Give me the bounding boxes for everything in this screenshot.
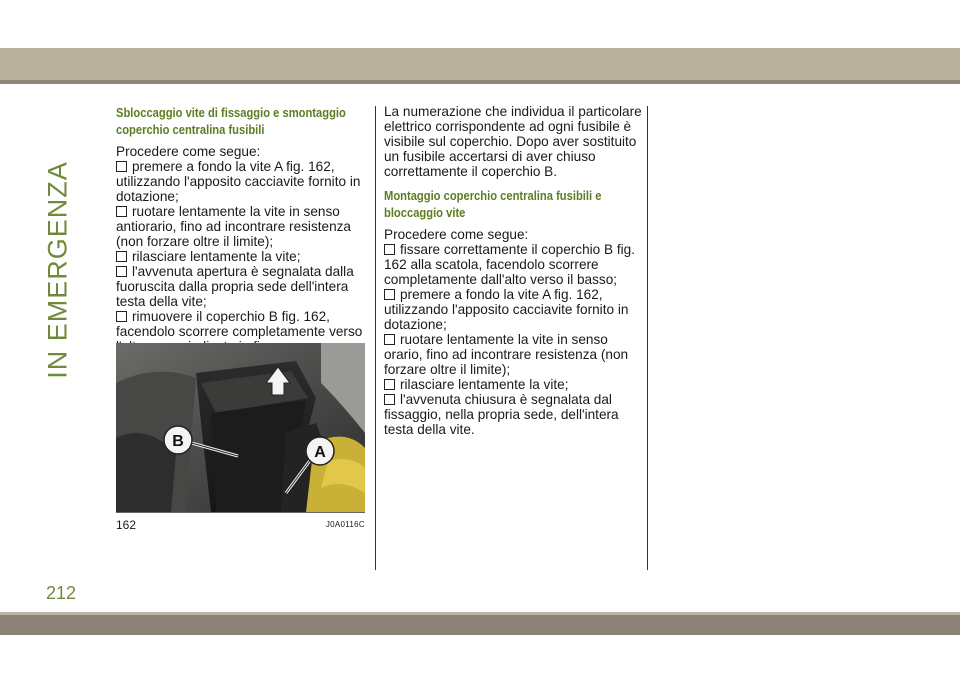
figure-number: 162	[116, 518, 137, 532]
bullet-box-icon	[384, 334, 395, 345]
procedure-list	[116, 159, 368, 354]
list-item: ruotare lentamente la vite in senso antiorario, fino ad incontrare resistenza (non forzare oltre il limite);	[116, 204, 351, 249]
bullet-box-icon	[384, 394, 395, 405]
section-heading-mount: Montaggio coperchio centralina fusibili e bloccaggio vite	[384, 188, 602, 220]
bullet-box-icon	[384, 289, 395, 300]
list-item: rilasciare lentamente la vite;	[116, 249, 368, 264]
procedure-intro: Procedere come segue:	[384, 227, 529, 242]
list-item: premere a fondo la vite A fig. 162, utilizzando l'apposito cacciavite fornito in dotazione;	[384, 287, 629, 332]
bullet-box-icon	[116, 311, 127, 322]
procedure-list	[384, 242, 644, 437]
list-item: ruotare lentamente la vite in senso orario, fino ad incontrare resistenza (non forzare oltre il limite);	[384, 332, 629, 377]
list-item: rilasciare lentamente la vite;	[384, 377, 644, 392]
figure-caption	[116, 518, 365, 532]
procedure-intro: Procedere come segue:	[116, 144, 261, 159]
text-column-2	[384, 104, 644, 437]
bullet-box-icon	[116, 266, 127, 277]
figure-code: J0A0116C	[325, 520, 365, 529]
column-divider-1	[375, 106, 376, 570]
section-heading-unlock: Sbloccaggio vite di fissaggio e smontaggio coperchio centralina fusibili	[116, 105, 346, 137]
bullet-box-icon	[116, 161, 127, 172]
bullet-box-icon	[116, 251, 127, 262]
list-item: fissare correttamente il coperchio B fig. 162 alla scatola, facendolo scorrere completamente dall'alto verso il basso;	[384, 242, 635, 287]
header-band	[0, 48, 960, 84]
bullet-box-icon	[116, 206, 127, 217]
text-column-1	[116, 104, 368, 354]
list-item: l'avvenuta chiusura è segnalata dal fissaggio, nella propria sede, dell'intera testa della vite.	[384, 392, 619, 437]
footer-band	[0, 612, 960, 635]
figure-rule	[116, 512, 365, 513]
list-item: premere a fondo la vite A fig. 162, utilizzando l'apposito cacciavite fornito in dotazione;	[116, 159, 361, 204]
column-divider-2	[647, 106, 648, 570]
section-label-text: IN EMERGENZA	[42, 161, 73, 379]
figure-label-a: A	[314, 444, 326, 461]
page-number: 212	[46, 583, 77, 603]
list-item: rimuovere il coperchio B fig. 162, facendolo scorrere completamente verso	[116, 309, 363, 339]
bullet-box-icon	[384, 244, 395, 255]
fuse-numbering-paragraph: La numerazione che individua il particolare elettrico corrispondente ad ogni fusibile è visibile sul coperchio. Dopo aver sostituito un fusibile accertarsi di aver chiuso correttamente il coperchio B.	[384, 104, 642, 179]
list-item: l'avvenuta apertura è segnalata dalla fuoruscita dalla propria sede dell'intera testa della vite;	[116, 264, 354, 309]
fuse-box-photo	[116, 343, 365, 512]
figure-label-b: B	[172, 433, 184, 450]
bullet-box-icon	[384, 379, 395, 390]
